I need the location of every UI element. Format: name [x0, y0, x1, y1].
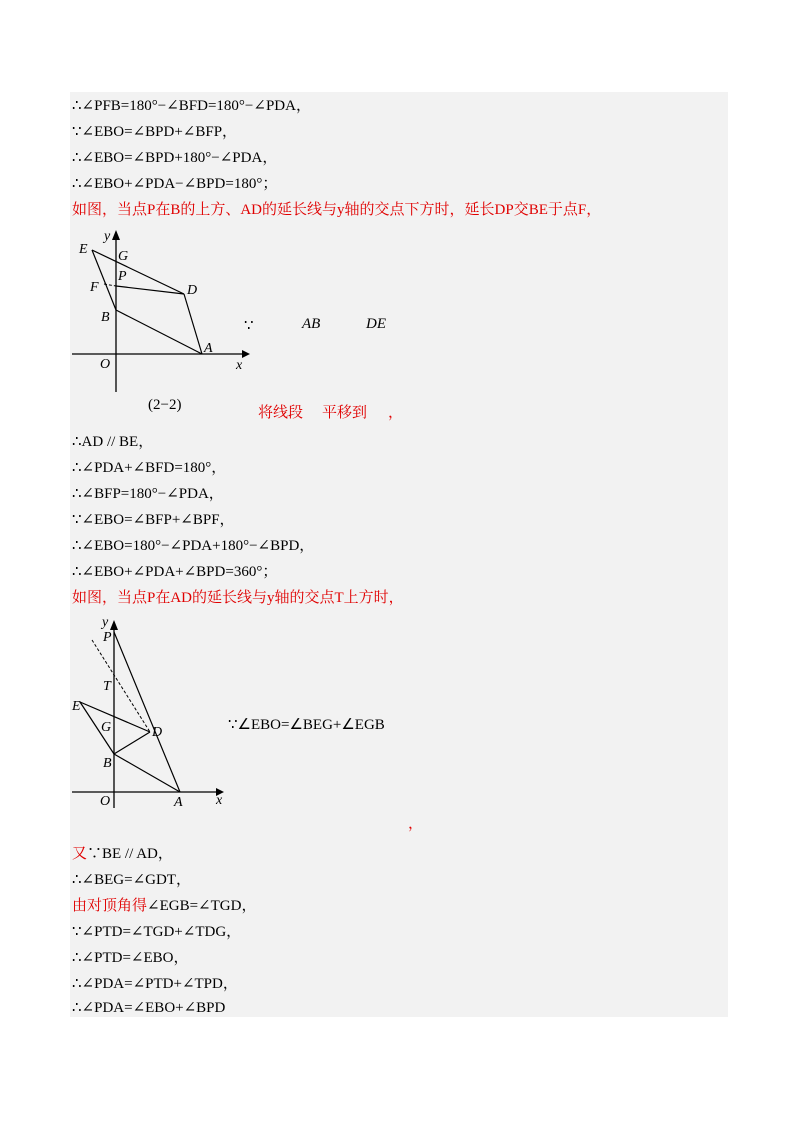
segment-BD [114, 732, 150, 754]
label-A: A [204, 341, 213, 356]
proof-line: ∵∠EBO=∠BFP+∠BPF， [72, 512, 235, 528]
proof-line: ∴∠PDA+∠BFD=180°， [72, 460, 227, 476]
red-comma: ， [408, 816, 424, 832]
label-E: E [79, 242, 88, 257]
label-O: O [100, 357, 111, 372]
case-description: 如图，当点P在B的上方、AD的延长线与y轴的交点下方时，延长DP交BE于点F， [72, 202, 602, 218]
proof-text: ∵BE // AD， [87, 846, 173, 862]
proof-line: ∴∠PFB=180°−∠BFD=180°−∠PDA， [72, 98, 311, 114]
proof-line [72, 894, 256, 915]
proof-line: ∴AD // BE， [72, 434, 154, 450]
label-P: P [103, 630, 112, 645]
proof-line: ∴∠PTD=∠EBO， [72, 950, 189, 966]
segment-BA [116, 310, 202, 354]
red-prefix: 又 [72, 846, 88, 862]
red-text-move: 将线段 [258, 405, 304, 421]
angle-sum-statement: ∵∠EBO=∠BEG+∠EGB [228, 717, 385, 733]
proof-line: ∵∠PTD=∠TGD+∠TDG， [72, 924, 242, 940]
figure-caption: (2−2) [148, 397, 182, 413]
label-D: D [187, 283, 198, 298]
text-DE: DE [366, 316, 386, 332]
label-G: G [101, 720, 112, 735]
dashed-extension-AD [92, 640, 150, 732]
label-x: x [236, 358, 243, 373]
segment-PA [114, 632, 180, 792]
label-O: O [100, 794, 111, 809]
label-F: F [90, 280, 99, 295]
segment-DA [184, 294, 202, 354]
x-axis-arrow [242, 350, 250, 358]
proof-line: ∴∠PDA=∠PTD+∠TPD， [72, 976, 238, 992]
text-AB: AB [302, 316, 321, 332]
label-T: T [103, 679, 111, 694]
segment-ED [92, 250, 184, 294]
proof-text: ∠EGB=∠TGD， [147, 898, 257, 914]
case-description: 如图，当点P在AD的延长线与y轴的交点T上方时， [72, 590, 404, 606]
proof-line: ∵∠EBO=∠BPD+∠BFP， [72, 124, 238, 140]
label-E: E [72, 699, 81, 714]
proof-line: ∴∠EBO+∠PDA−∠BPD=180°； [72, 176, 278, 192]
red-prefix: 由对顶角得 [72, 898, 148, 914]
proof-line: ∴∠EBO=180°−∠PDA+180°−∠BPD， [72, 538, 315, 554]
label-P: P [118, 269, 127, 284]
proof-line: ∴∠BEG=∠GDT， [72, 872, 191, 888]
y-axis-arrow [110, 620, 118, 630]
figure-case-3 [70, 612, 235, 810]
label-y: y [102, 615, 109, 630]
proof-line: ∴∠BFP=180°−∠PDA， [72, 486, 224, 502]
label-B: B [103, 756, 112, 771]
segment-BA [114, 754, 180, 792]
label-G: G [118, 249, 129, 264]
red-text-translate: 平移到 [322, 405, 368, 421]
proof-line: ∴∠EBO+∠PDA+∠BPD=360°； [72, 564, 278, 580]
proof-line: ∴∠PDA=∠EBO+∠BPD [72, 1000, 226, 1016]
segment-PD [116, 286, 184, 294]
label-y: y [104, 229, 111, 244]
because-symbol: ∵ [244, 318, 254, 334]
label-B: B [101, 310, 110, 325]
label-A: A [174, 795, 183, 810]
label-x: x [216, 793, 223, 808]
proof-line: ∴∠EBO=∠BPD+180°−∠PDA， [72, 150, 278, 166]
label-D: D [152, 725, 163, 740]
proof-line [72, 842, 173, 863]
y-axis-arrow [112, 230, 120, 240]
red-comma: ， [388, 405, 404, 421]
figure-2-2 [70, 224, 260, 394]
